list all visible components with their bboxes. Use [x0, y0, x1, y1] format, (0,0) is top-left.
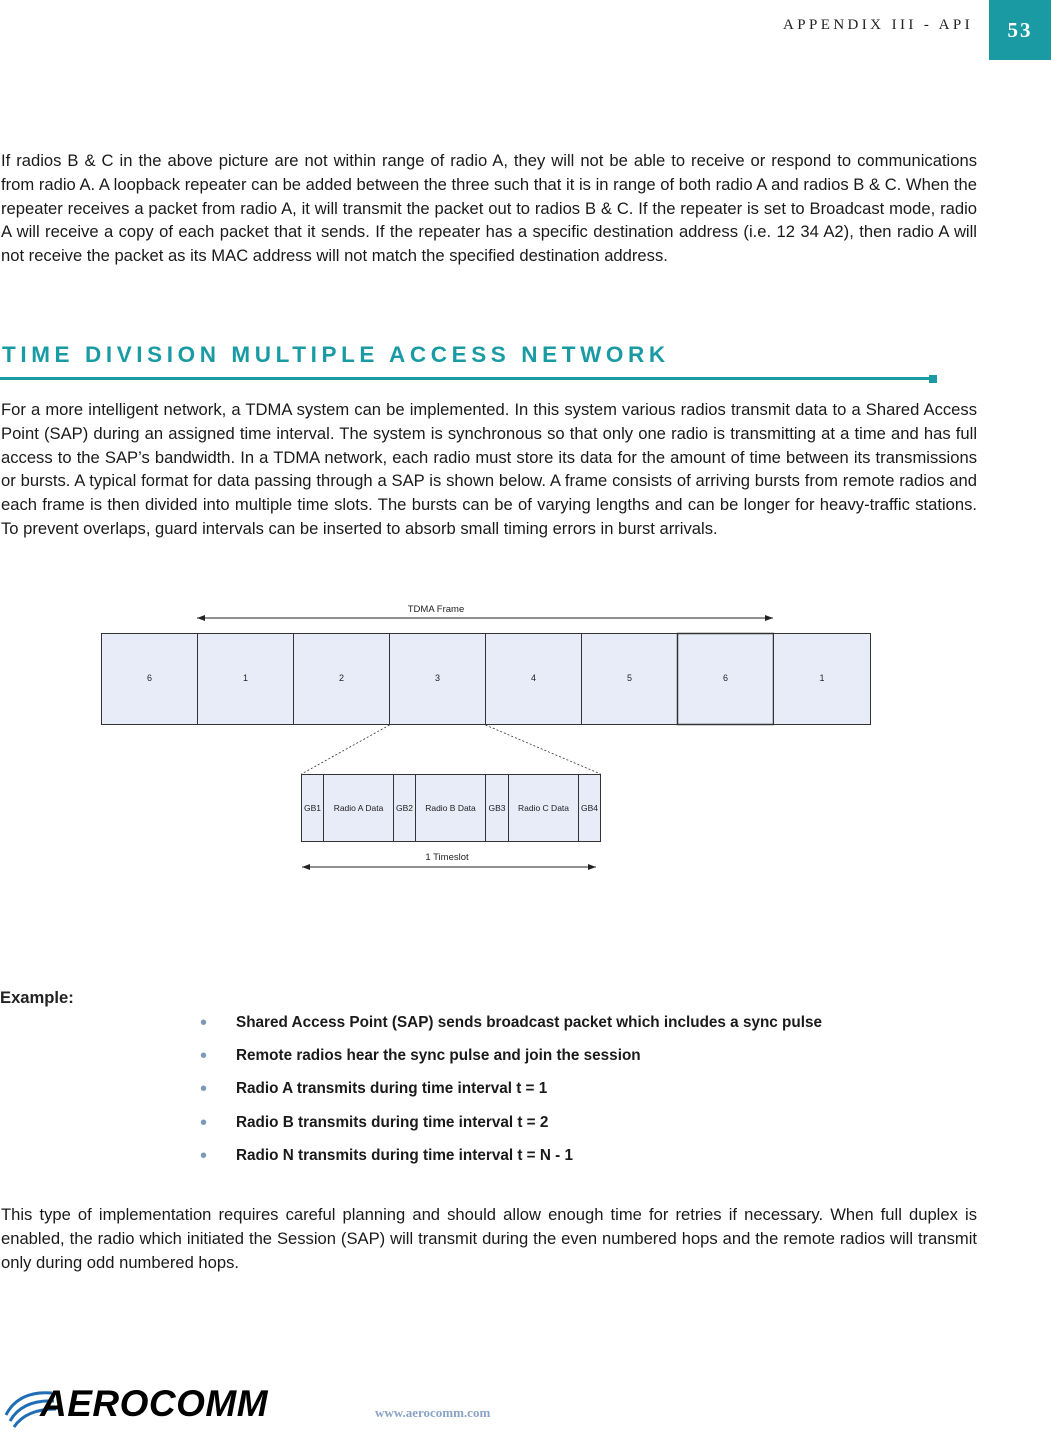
bullet-icon: • [200, 1144, 208, 1167]
list-item [200, 1106, 822, 1139]
timeslot-field-label: GB1 [303, 803, 322, 813]
paragraph-loopback-repeater: If radios B & C in the above picture are not within range of radio A, they will not be able to receive or respond to communications from radio A. A loopback repeater can be added between the three such that it is in range of both radio A and radios B & C. When the repeater receives a packet from radio A, it will transmit the packet out to radios B & C. If the repeater is set to Broadcast mode, radio A will receive a copy of each packet that it sends. If the repeater has a specific destination address (i.e. 12 34 A2), then radio A will not receive the packet as its MAC address will not match the specified destination address. [1, 151, 977, 266]
list-item [200, 1139, 822, 1172]
heading-rule [0, 377, 930, 380]
frame-slot-label: 5 [626, 673, 633, 683]
frame-label: TDMA Frame [407, 604, 465, 615]
list-item [200, 1006, 822, 1039]
timeslot-field-label: GB2 [395, 803, 414, 813]
timeslot-field-label: Radio C Data [517, 803, 570, 813]
timeslot-breakdown [302, 775, 601, 842]
timeslot-field-label: GB4 [580, 803, 599, 813]
zoom-line-right [486, 725, 601, 774]
aerocomm-logo: AEROCOMM [40, 1383, 269, 1424]
heading-rule-end [929, 375, 937, 383]
bullet-text: Radio A transmits during time interval t = 1 [236, 1080, 548, 1098]
running-header: APPENDIX III - API [783, 17, 973, 33]
timeslot-field-label: Radio B Data [425, 803, 476, 813]
zoom-line-left [302, 725, 390, 774]
bullet-text: Shared Access Point (SAP) sends broadcast packet which includes a sync pulse [236, 1013, 823, 1031]
paragraph-full-duplex: This type of implementation requires careful planning and should allow enough time for retries if necessary. When full duplex is enabled, the radio which initiated the Session (SAP) will transmit during the even numbered hops and the remote radios will transmit only during odd numbered hops. [1, 1205, 977, 1272]
page-number-tab [989, 0, 1051, 60]
example-bullet-list [200, 1006, 822, 1172]
list-item [200, 1073, 822, 1106]
bullet-icon: • [200, 1044, 208, 1067]
list-item [200, 1039, 822, 1072]
bullet-icon: • [200, 1078, 208, 1101]
section-heading: TIME DIVISION MULTIPLE ACCESS NETWORK [2, 342, 670, 367]
bullet-text: Radio B transmits during time interval t = 2 [236, 1113, 549, 1131]
tdma-frame-diagram [0, 590, 1051, 880]
bullet-icon: • [200, 1011, 208, 1034]
frame-slot-label: 6 [722, 673, 729, 683]
frame-slots [102, 634, 871, 725]
footer-url[interactable]: www.aerocomm.com [375, 1405, 491, 1420]
bullet-text: Radio N transmits during time interval t = N - 1 [236, 1146, 574, 1164]
frame-slot-label: 3 [434, 673, 441, 683]
bullet-text: Remote radios hear the sync pulse and join the session [236, 1046, 641, 1064]
timeslot-field-label: GB3 [488, 803, 506, 813]
frame-slot-label: 4 [530, 673, 537, 683]
frame-slot-label: 2 [338, 673, 345, 683]
timeslot-label: 1 Timeslot [425, 852, 469, 863]
frame-slot-label: 6 [146, 673, 153, 683]
paragraph-tdma-intro: For a more intelligent network, a TDMA system can be implemented. In this system various radios transmit data to a Shared Access Point (SAP) during an assigned time interval. The system is synchronous so that only one radio is transmitting at a time and has full access to the SAP’s bandwidth. In a TDMA network, each radio must store its data for the amount of time between its transmissions or bursts. A typical format for data passing through a SAP is shown below. A frame consists of arriving bursts from remote radios and each frame is then divided into multiple time slots. The bursts can be of varying lengths and can be longer for heavy-traffic stations. To prevent overlaps, guard intervals can be inserted to absorb small timing errors in burst arrivals. [1, 400, 977, 538]
frame-slot-label: 1 [819, 673, 825, 683]
page-number: 53 [1007, 17, 1033, 42]
example-label: Example: [0, 988, 74, 1007]
frame-slot-label: 1 [242, 673, 249, 683]
timeslot-field-label: Radio A Data [333, 803, 384, 813]
bullet-icon: • [200, 1111, 208, 1134]
